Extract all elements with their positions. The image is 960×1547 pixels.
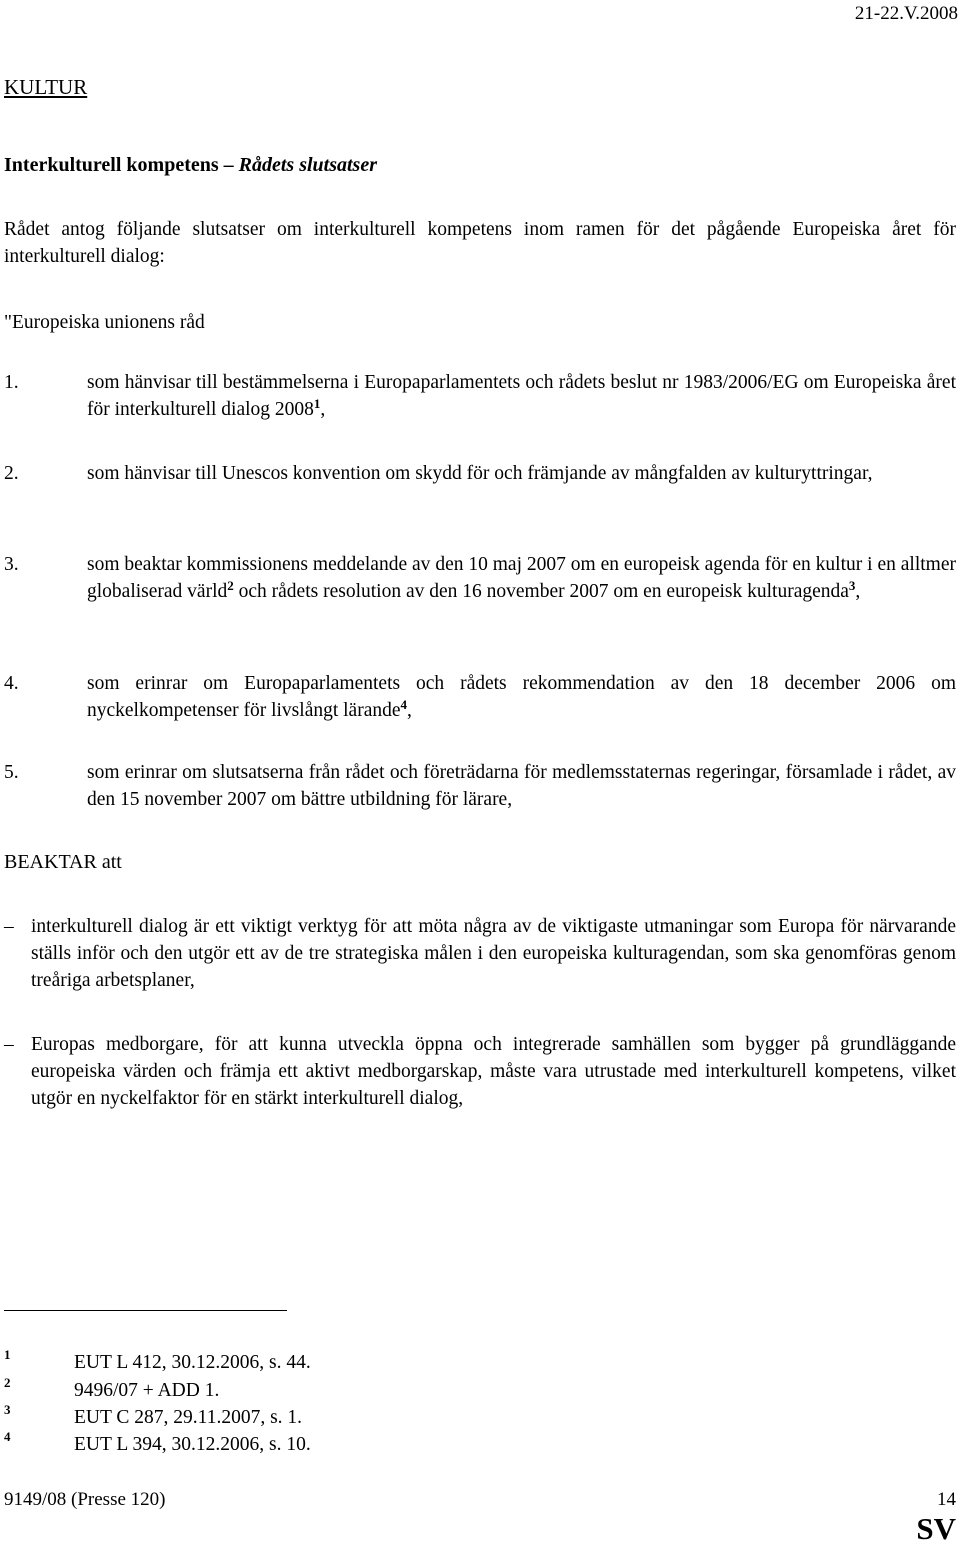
footnote-number: 1 xyxy=(4,1347,11,1362)
item-number: 2. xyxy=(4,463,19,484)
bullet-text: Europas medborgare, för att kunna utveckla öppna och integrerade samhällen som bygger på grundläggande europeiska värden och främja ett aktivt medborgarskap, måste vara utrustade med interkulturell kompetens, vilket utgör en nyckelfaktor för en stärkt interkulturell dialog, xyxy=(31,1034,956,1109)
document-date: 21-22.V.2008 xyxy=(854,3,958,24)
item-text: som erinrar om slutsatserna från rådet och företrädarna för medlemsstaternas regeringar, församlade i rådet, av den 15 november 2007 om bättre utbildning för lärare, xyxy=(87,762,956,810)
title-main: Interkulturell kompetens xyxy=(4,154,219,176)
page-number: 14 xyxy=(937,1489,956,1510)
item-number: 3. xyxy=(4,554,19,575)
footnote-number: 4 xyxy=(4,1429,11,1444)
item-number: 1. xyxy=(4,372,19,393)
document-title xyxy=(4,152,377,179)
footnote-number: 2 xyxy=(4,1375,11,1390)
item-text: som beaktar kommissionens meddelande av den 10 maj 2007 om en europeisk agenda för en kultur i en alltmer globaliserad värld$^2$ och rådets resolution av den 16 november 2007 om en europeisk kulturagenda$^3$, xyxy=(87,554,956,602)
footnote-ref: 3 xyxy=(848,578,856,593)
bullet-text: interkulturell dialog är ett viktigt verktyg för att möta några av de viktigaste utmaningar som Europa för närvarande ställs inför och den utgör ett av de tre strategiska målen i den europeiska kulturagendan, som ska genomföras genom treåriga arbetsplaner, xyxy=(31,916,956,991)
quote-opening: "Europeiska unionens råd xyxy=(4,312,205,333)
footnote-ref: 4 xyxy=(400,697,408,712)
item-text: som hänvisar till bestämmelserna i Europaparlamentets och rådets beslut nr 1983/2006/EG om Europeiska året för interkulturell dialog 2008$^1$, xyxy=(87,372,956,420)
title-sub: Rådets slutsatser xyxy=(238,154,377,176)
item-number: 4. xyxy=(4,673,19,694)
title-dash: – xyxy=(223,154,234,176)
footnote-separator xyxy=(4,1310,287,1311)
bullet-dash: – xyxy=(4,916,14,937)
footnote-text: EUT C 287, 29.11.2007, s. 1. xyxy=(74,1407,303,1428)
footnote-text: 9496/07 + ADD 1. xyxy=(74,1380,220,1401)
item-text: som erinrar om Europaparlamentets och rådets rekommendation av den 18 december 2006 om nyckelkompetenser för livslångt lärande$^4$, xyxy=(87,673,956,721)
item-number: 5. xyxy=(4,762,19,783)
footnote-ref: 2 xyxy=(227,578,234,593)
section-heading: KULTUR xyxy=(4,75,88,99)
item-text: som hänvisar till Unescos konvention om skydd för och främjande av mångfalden av kulturyttringar, xyxy=(87,463,873,484)
beaktar-heading: BEAKTAR att xyxy=(4,851,122,873)
footnote-text: EUT L 412, 30.12.2006, s. 44. xyxy=(74,1352,311,1373)
footnote-number: 3 xyxy=(4,1402,11,1417)
document-reference: 9149/08 (Presse 120) xyxy=(4,1489,166,1510)
language-code: SV xyxy=(916,1511,956,1546)
bullet-dash: – xyxy=(4,1034,14,1055)
footnote-text: EUT L 394, 30.12.2006, s. 10. xyxy=(74,1434,311,1455)
footnote-ref: 1 xyxy=(313,396,321,411)
intro-paragraph: Rådet antog följande slutsatser om interkulturell kompetens inom ramen för det pågående Europeiska året för interkulturell dialog: xyxy=(4,219,956,267)
